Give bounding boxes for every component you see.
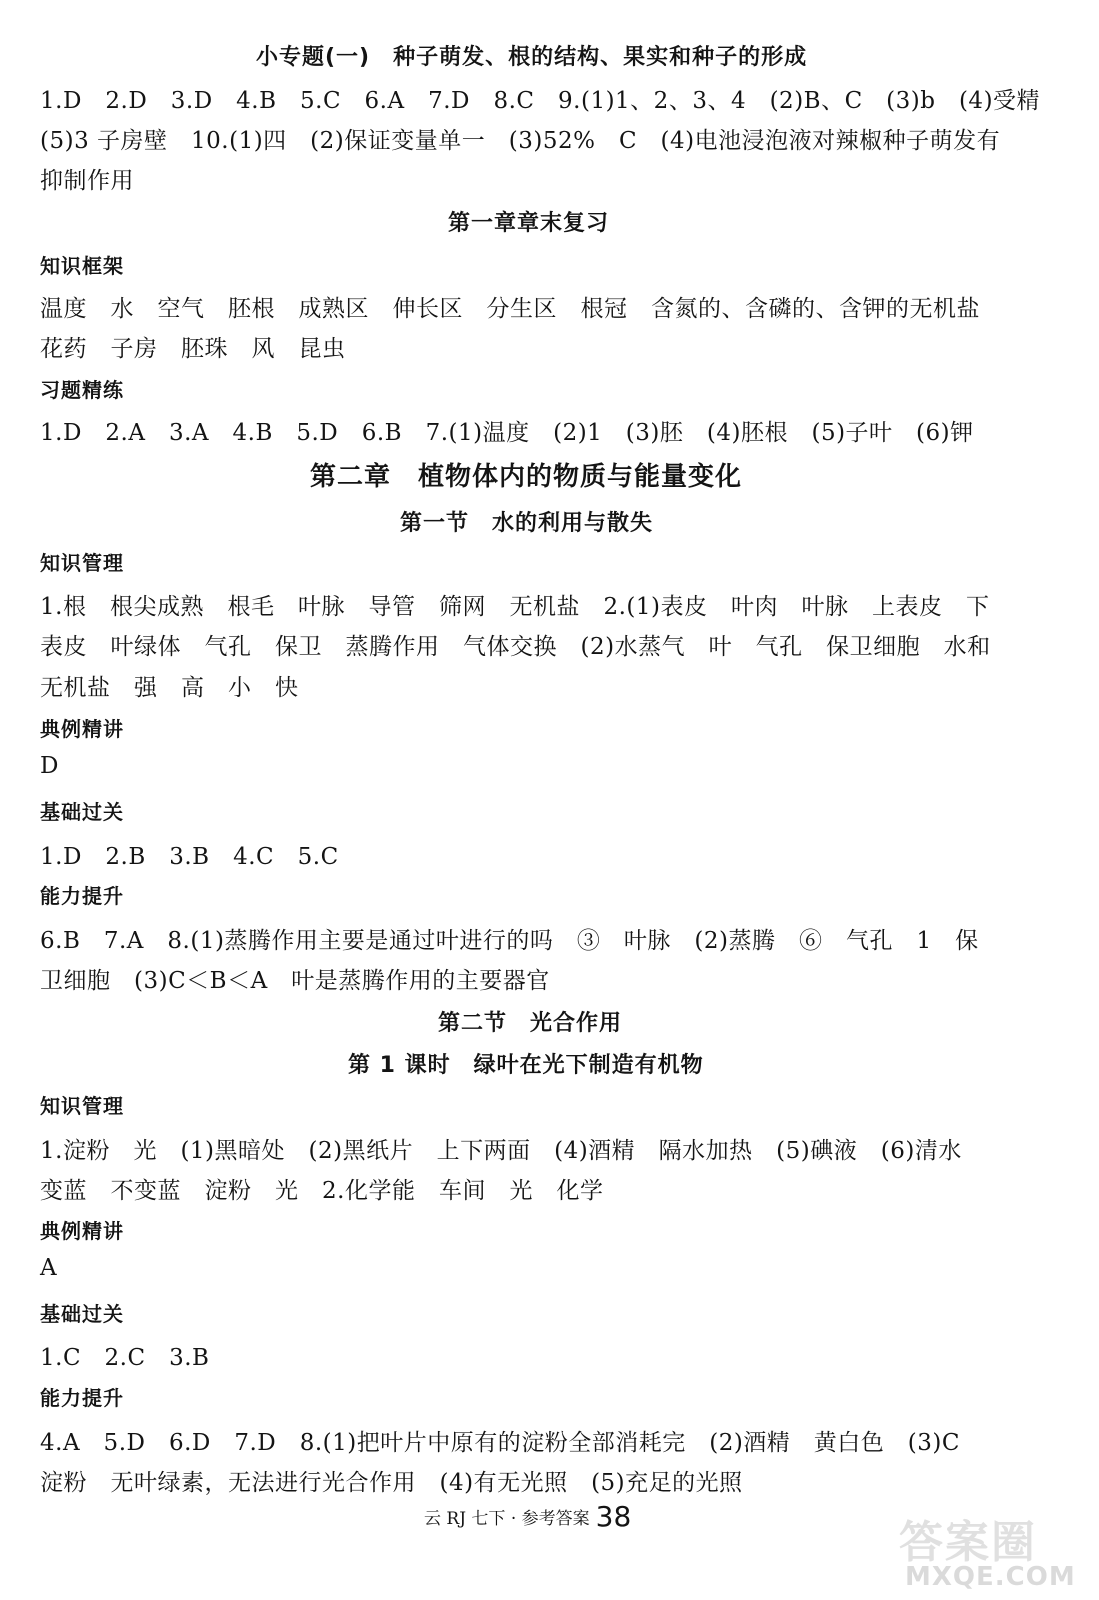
answer-line: 抑制作用 (40, 168, 134, 194)
section-label: 能力提升 (40, 884, 124, 908)
answer-line: 无机盐 强 高 小 快 (40, 675, 299, 701)
answer-line: 花药 子房 胚珠 风 昆虫 (40, 336, 346, 362)
section-label: 基础过关 (40, 1302, 124, 1326)
answer-line: 表皮 叶绿体 气孔 保卫 蒸腾作用 气体交换 (2)水蒸气 叶 气孔 保卫细胞 水和 (40, 634, 991, 660)
answer-line: 温度 水 空气 胚根 成熟区 伸长区 分生区 根冠 含氮的、含磷的、含钾的无机盐 (40, 296, 980, 322)
watermark-logo: 答案圈 (899, 1517, 1037, 1568)
section-label: 基础过关 (40, 800, 124, 824)
answer-line: 1.D 2.A 3.A 4.B 5.D 6.B 7.(1)温度 (2)1 (3)胚 (4)胚根 (5)子叶 (6)钾 (40, 420, 974, 446)
answer-line: 1.根 根尖成熟 根毛 叶脉 导管 筛网 无机盐 2.(1)表皮 叶肉 叶脉 上表皮 下 (40, 594, 990, 620)
section-label: 知识框架 (40, 254, 124, 278)
answer-line: 淀粉 无叶绿素，无法进行光合作用 (4)有无光照 (5)充足的光照 (40, 1470, 743, 1496)
section-title: 第一章章末复习 (448, 211, 610, 236)
chapter-title: 第二章 植物体内的物质与能量变化 (310, 462, 743, 492)
section-title: 第二节 光合作用 (438, 1011, 623, 1036)
answer-line: 1.淀粉 光 (1)黑暗处 (2)黑纸片 上下两面 (4)酒精 隔水加热 (5)碘液 (6)清水 (40, 1138, 962, 1164)
section-title: 第一节 水的利用与散失 (400, 511, 654, 536)
answer-line: 6.B 7.A 8.(1)蒸腾作用主要是通过叶进行的吗 ③ 叶脉 (2)蒸腾 ⑥ 气孔 1 保 (40, 928, 979, 954)
watermark (891, 1506, 1091, 1598)
answer-line: D (40, 753, 59, 779)
page-footer (424, 1500, 631, 1533)
watermark-url: MXQE.COM (905, 1562, 1076, 1592)
answer-line: 4.A 5.D 6.D 7.D 8.(1)把叶片中原有的淀粉全部消耗完 (2)酒精 黄白色 (3)C (40, 1430, 960, 1456)
answer-line: 1.D 2.B 3.B 4.C 5.C (40, 844, 339, 870)
answer-line: 1.D 2.D 3.D 4.B 5.C 6.A 7.D 8.C 9.(1)1、2、3、4 (2)B、C (3)b (4)受精 (40, 88, 1041, 114)
lesson-title: 第 1 课时 绿叶在光下制造有机物 (348, 1053, 704, 1078)
section-label: 知识管理 (40, 1094, 124, 1118)
section-label: 典例精讲 (40, 1219, 124, 1243)
footer-text: 云 RJ 七下 · 参考答案 (424, 1509, 590, 1529)
section-label: 能力提升 (40, 1386, 124, 1410)
page-number: 38 (595, 1500, 632, 1533)
answer-line: 变蓝 不变蓝 淀粉 光 2.化学能 车间 光 化学 (40, 1178, 604, 1204)
topic-title: 小专题(一) 种子萌发、根的结构、果实和种子的形成 (256, 45, 808, 70)
answer-line: 1.C 2.C 3.B (40, 1345, 210, 1371)
answer-line: A (40, 1255, 58, 1281)
section-label: 知识管理 (40, 551, 124, 575)
section-label: 典例精讲 (40, 717, 124, 741)
answer-line: (5)3 子房壁 10.(1)四 (2)保证变量单一 (3)52% C (4)电池浸泡液对辣椒种子萌发有 (40, 128, 1001, 154)
answer-line: 卫细胞 (3)C＜B＜A 叶是蒸腾作用的主要器官 (40, 968, 550, 994)
section-label: 习题精练 (40, 378, 124, 402)
